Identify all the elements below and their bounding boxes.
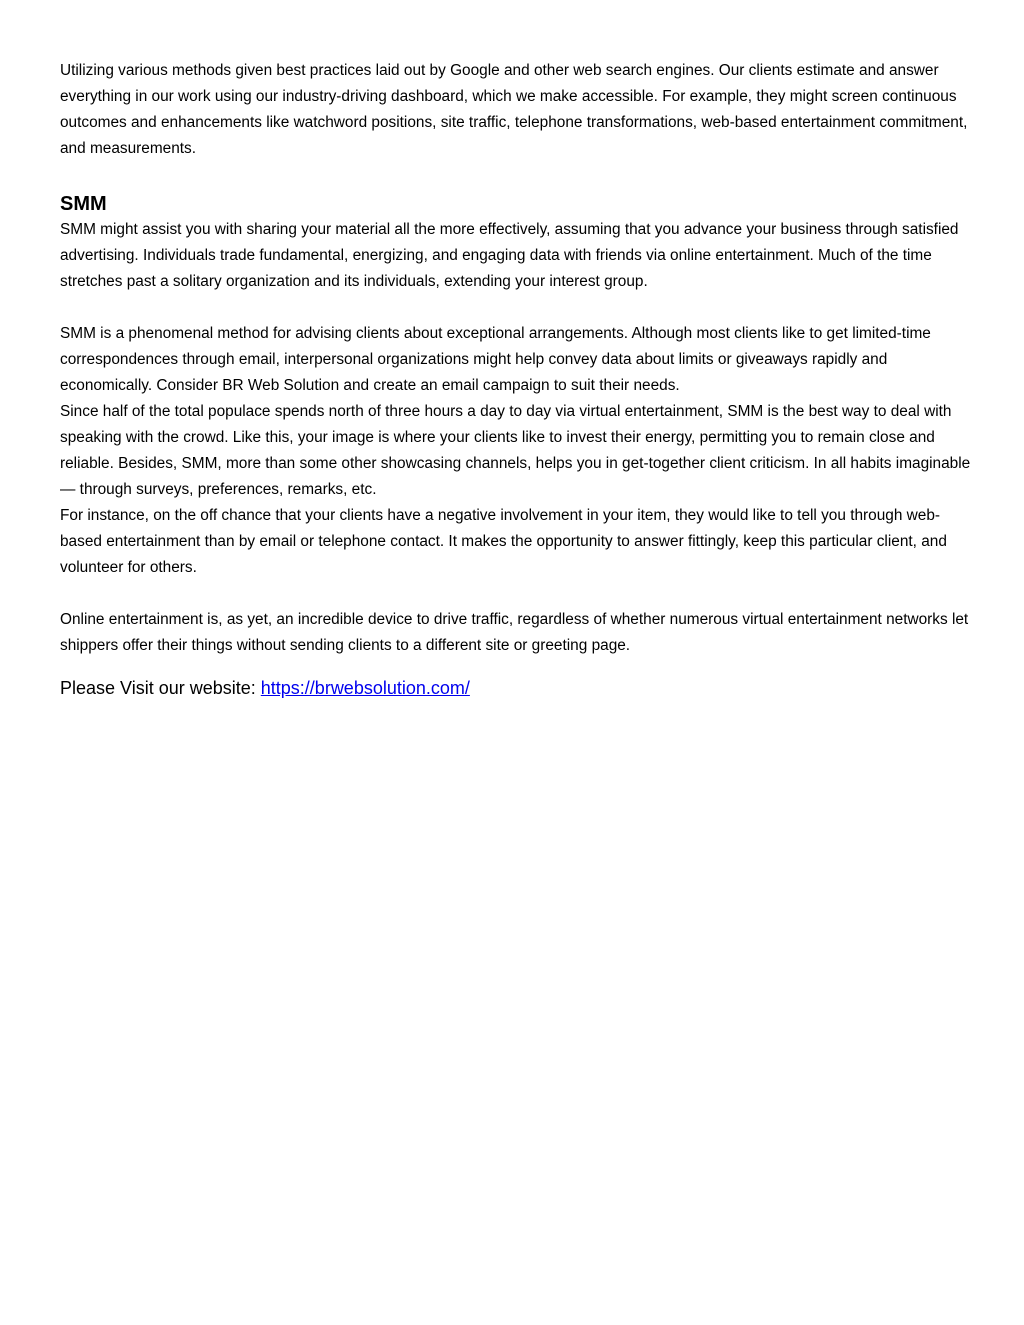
smm-paragraph-5: Online entertainment is, as yet, an incredible device to drive traffic, regardless of whether numerous virtual entertainment networks let shippers offer their things without sending clients to a different site or greeting page. xyxy=(60,611,969,654)
smm-paragraph-1: SMM might assist you with sharing your material all the more effectively, assuming that you advance your business through satisfied advertising. Individuals trade fundamental, energizing, and engaging data with friends via online entertainment. Much of the time stretches past a solitary organization and its individuals, extending your interest group. xyxy=(60,221,959,290)
smm-heading: SMM xyxy=(60,193,107,215)
paragraph-spacer xyxy=(60,581,972,607)
smm-paragraph-3: Since half of the total populace spends north of three hours a day to day via virtual entertainment, SMM is the best way to deal with speaking with the crowd. Like this, your image is where your clients like to invest their energy, permitting you to remain close and reliable. Besides, SMM, more than some other showcasing channels, helps you in get-together client criticism. In all habits imaginable — through surveys, preferences, remarks, etc. xyxy=(60,403,971,498)
smm-paragraph-4: For instance, on the off chance that your clients have a negative involvement in your item, they would like to tell you through web-based entertainment than by email or telephone contact. It makes the opportunity to answer fittingly, keep this particular client, and volunteer for others. xyxy=(60,507,947,576)
document-page xyxy=(60,58,972,701)
paragraph-spacer xyxy=(60,162,972,188)
intro-paragraph: Utilizing various methods given best practices laid out by Google and other web search engines. Our clients estimate and answer everything in our work using our industry-driving dashboard, which we make accessible. For example, they might screen continuous outcomes and enhancements like watchword positions, site traffic, telephone transformations, web-based entertainment commitment, and measurements. xyxy=(60,62,968,157)
paragraph-spacer xyxy=(60,295,972,321)
website-visit-line xyxy=(60,675,972,701)
visit-label: Please Visit our website: xyxy=(60,678,261,698)
smm-paragraph-2: SMM is a phenomenal method for advising clients about exceptional arrangements. Although most clients like to get limited-time correspondences through email, interpersonal organizations might help convey data about limits or giveaways rapidly and economically. Consider BR Web Solution and create an email campaign to suit their needs. xyxy=(60,325,931,394)
website-link[interactable]: https://brwebsolution.com/ xyxy=(260,678,470,698)
